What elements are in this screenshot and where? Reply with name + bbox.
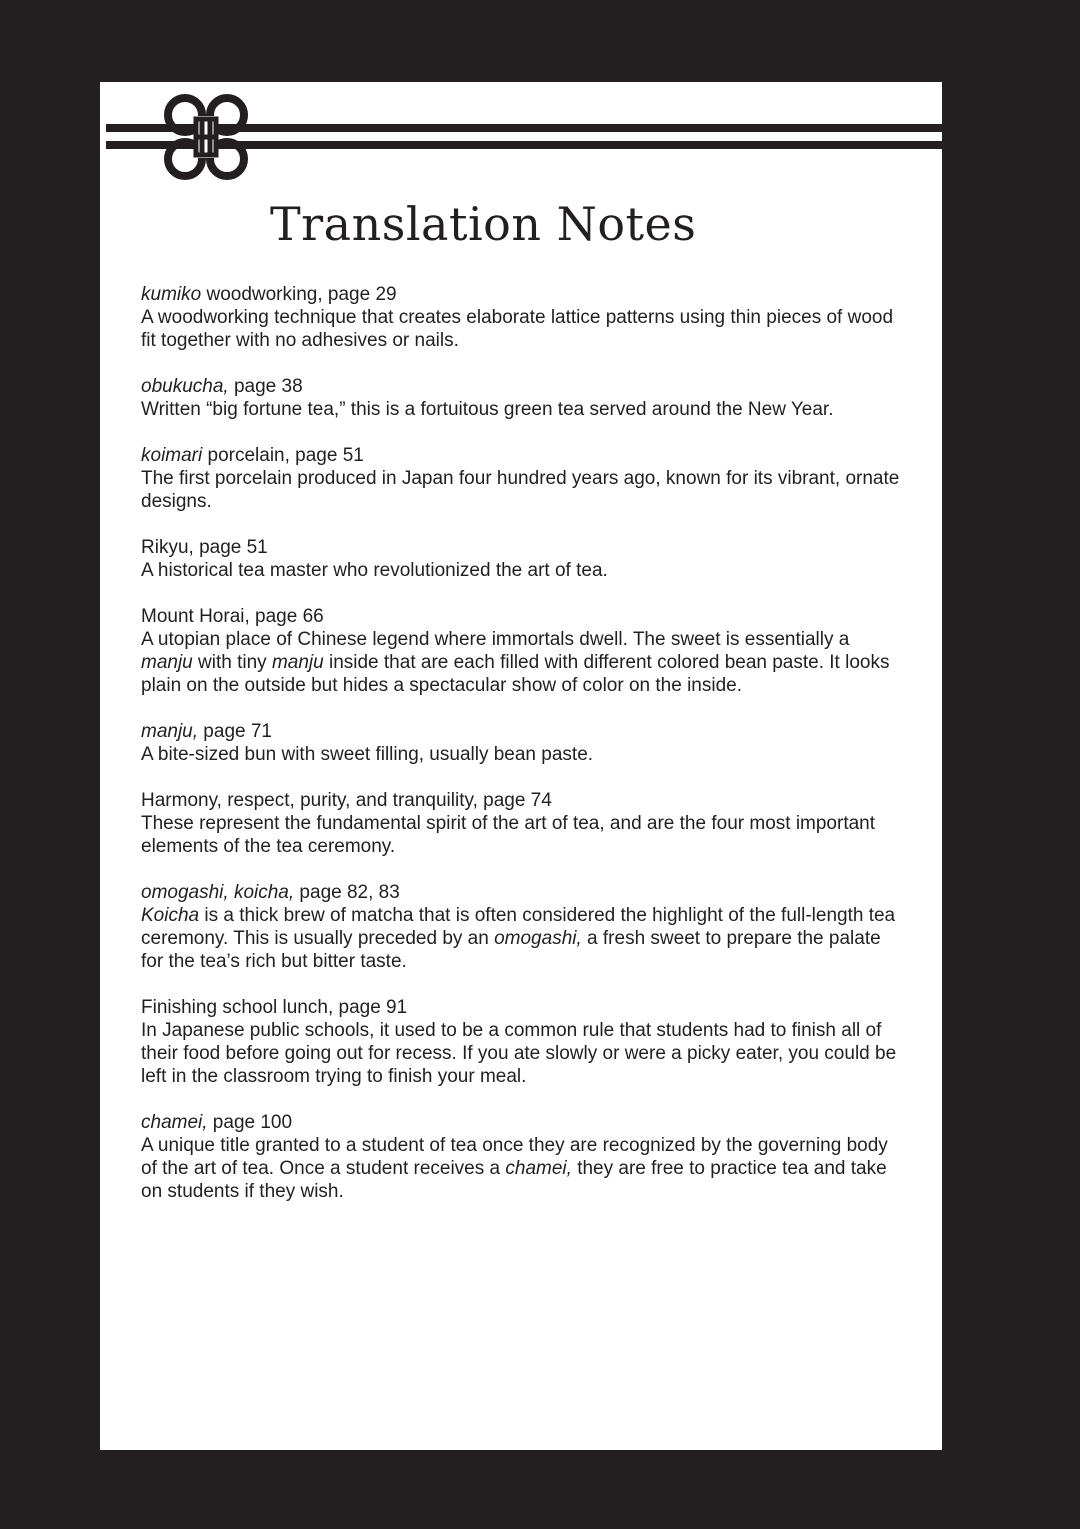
text-run: porcelain, page 51: [202, 445, 364, 466]
notes-list: [141, 283, 901, 1226]
note-entry: [141, 1111, 901, 1203]
text-run: inside that are each filled with different colored bean paste. It looks plain on the outside but hides a spectacular show of color on the inside.: [141, 652, 890, 696]
text-run: page 82, 83: [294, 882, 400, 903]
text-run: a fresh sweet to prepare the palate for the tea’s rich but bitter taste.: [141, 928, 881, 972]
note-body: [141, 812, 901, 858]
note-entry: [141, 881, 901, 973]
note-entry: [141, 283, 901, 352]
text-run: Finishing school lunch, page 91: [141, 997, 408, 1018]
note-body: [141, 1019, 901, 1088]
italic-term: manju: [141, 652, 193, 673]
note-heading: [141, 283, 901, 306]
text-run: page 100: [207, 1112, 293, 1133]
page: [100, 82, 942, 1450]
text-run: Mount Horai, page 66: [141, 606, 324, 627]
note-body: [141, 628, 901, 697]
note-body: [141, 467, 901, 513]
knot-ornament-icon: [106, 92, 942, 192]
note-entry: [141, 996, 901, 1088]
italic-term: chamei,: [141, 1112, 208, 1133]
text-run: In Japanese public schools, it used to be a common rule that students had to finish all of their food before going out for recess. If you ate slowly or were a picky eater, you could be left in the classroom trying to finish your meal.: [141, 1020, 897, 1087]
italic-term: obukucha,: [141, 376, 229, 397]
note-heading: [141, 720, 901, 743]
note-body: [141, 398, 901, 421]
text-run: page 71: [198, 721, 272, 742]
note-heading: [141, 1111, 901, 1134]
note-heading: [141, 375, 901, 398]
note-heading: [141, 789, 901, 812]
text-run: Rikyu, page 51: [141, 537, 268, 558]
text-run: woodworking, page 29: [201, 284, 397, 305]
text-run: A bite-sized bun with sweet filling, usually bean paste.: [141, 744, 594, 765]
italic-term: koimari: [141, 445, 203, 466]
note-body: [141, 1134, 901, 1203]
note-entry: [141, 536, 901, 582]
text-run: A historical tea master who revolutionized the art of tea.: [141, 560, 608, 581]
note-body: [141, 904, 901, 973]
text-run: they are free to practice tea and take on students if they wish.: [141, 1158, 887, 1202]
text-run: is a thick brew of matcha that is often considered the highlight of the full-length tea ceremony. This is usually preceded by an: [141, 905, 896, 949]
note-entry: [141, 789, 901, 858]
note-body: [141, 743, 901, 766]
note-entry: [141, 720, 901, 766]
text-run: Written “big fortune tea,” this is a fortuitous green tea served around the New Year.: [141, 399, 834, 420]
note-entry: [141, 605, 901, 697]
italic-term: manju: [271, 652, 324, 673]
italic-term: chamei,: [505, 1158, 572, 1179]
page-title: Translation Notes: [270, 197, 697, 251]
italic-term: omogashi,: [494, 928, 582, 949]
note-heading: [141, 536, 901, 559]
note-body: [141, 559, 901, 582]
italic-term: omogashi, koicha,: [141, 882, 295, 903]
text-run: A woodworking technique that creates elaborate lattice patterns using thin pieces of wood fit together with no adhesives or nails.: [141, 307, 894, 351]
note-entry: [141, 444, 901, 513]
text-run: A utopian place of Chinese legend where immortals dwell. The sweet is essentially a: [141, 629, 850, 650]
text-run: page 38: [228, 376, 303, 397]
text-run: These represent the fundamental spirit of the art of tea, and are the four most important elements of the tea ceremony.: [141, 813, 876, 857]
note-body: [141, 306, 901, 352]
text-run: with tiny: [192, 652, 272, 673]
note-entry: [141, 375, 901, 421]
italic-term: kumiko: [141, 284, 202, 305]
text-run: A unique title granted to a student of tea once they are recognized by the governing body of the art of tea. Once a student receives a: [141, 1135, 888, 1179]
text-run: Harmony, respect, purity, and tranquility, page 74: [141, 790, 552, 811]
italic-term: Koicha: [141, 905, 200, 926]
text-run: The first porcelain produced in Japan four hundred years ago, known for its vibrant, ornate designs.: [141, 468, 900, 512]
note-heading: [141, 444, 901, 467]
note-heading: [141, 605, 901, 628]
note-heading: [141, 996, 901, 1019]
italic-term: manju,: [141, 721, 199, 742]
note-heading: [141, 881, 901, 904]
